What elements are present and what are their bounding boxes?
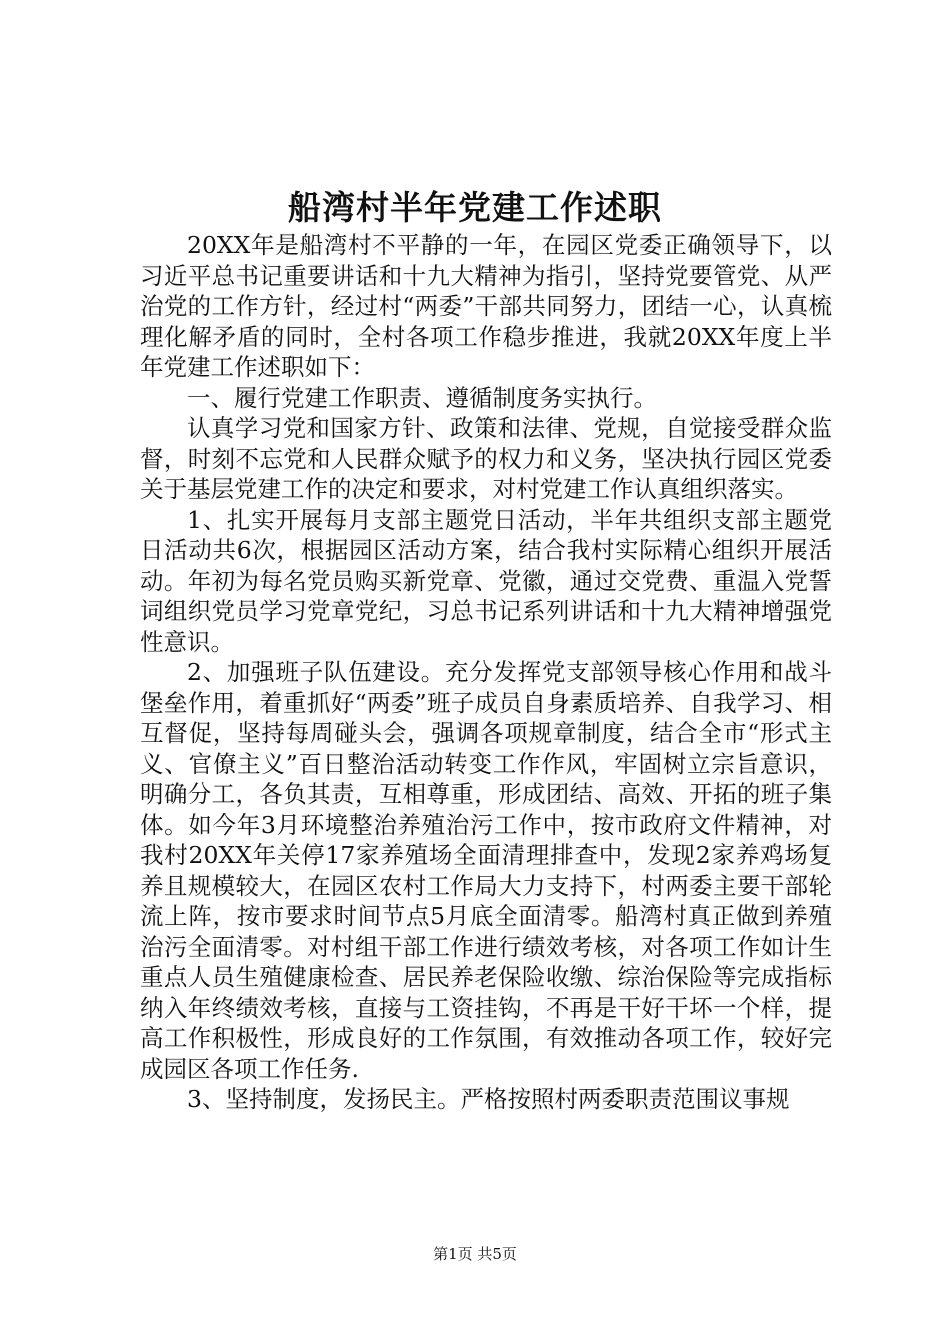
paragraph-item-2: 2、加强班子队伍建设。充分发挥党支部领导核心作用和战斗堡垒作用，着重抓好“两委”班子成员自身素质培养、自我学习、相互督促，坚持每周碰头会，强调各项规章制度，结合全市“形式主义、官僚主义”百日整治活动转变工作作风，牢固树立宗旨意识，明确分工，各负其责，互相尊重，形成团结、高效、开拓的班子集体。如今年3月环境整治养殖治污工作中，按市政府文件精神，对我村20XX年关停17家养殖场全面清理排查中，发现2家养鸡场复养且规模较大，在园区农村工作局大力支持下，村两委主要干部轮流上阵，按市要求时间节点5月底全面清零。船湾村真正做到养殖治污全面清零。对村组干部工作进行绩效考核，对各项工作如计生重点人员生殖健康检查、居民养老保险收缴、综治保险等完成指标纳入年终绩效考核，直接与工资挂钩，不再是干好干坏一个样，提高工作积极性，形成良好的工作氛围，有效推动各项工作，较好完成园区各项工作任务. bbox=[140, 658, 832, 1083]
paragraph-section-heading: 一、履行党建工作职责、遵循制度务实执行。 bbox=[187, 383, 657, 412]
paragraph-intro: 20XX年是船湾村不平静的一年，在园区党委正确领导下，以习近平总书记重要讲话和十九大精神为指引，坚持党要管党、从严治党的工作方针，经过村“两委”干部共同努力，团结一心，认真梳理化解矛盾的同时，全村各项工作稳步推进，我就20XX年度上半年党建工作述职如下： bbox=[140, 231, 832, 381]
page-number-footer: 第1页 共5页 bbox=[433, 1245, 517, 1263]
paragraph-item-1: 1、扎实开展每月支部主题党日活动，半年共组织支部主题党日活动共6次，根据园区活动方案，结合我村实际精心组织开展活动。年初为每名党员购买新党章、党徽，通过交党费、重温入党誓词组织党员学习党章党纪，习总书记系列讲话和十九大精神增强党性意识。 bbox=[140, 505, 832, 656]
document-title: 船湾村半年党建工作述职 bbox=[288, 188, 662, 227]
paragraph-study: 认真学习党和国家方针、政策和法律、党规，自觉接受群众监督，时刻不忘党和人民群众赋予的权力和义务，坚决执行园区党委关于基层党建工作的决定和要求，对村党建工作认真组织落实。 bbox=[140, 414, 832, 503]
paragraph-item-3: 3、坚持制度，发扬民主。严格按照村两委职责范围议事规 bbox=[187, 1085, 790, 1113]
document-body bbox=[140, 230, 832, 1115]
